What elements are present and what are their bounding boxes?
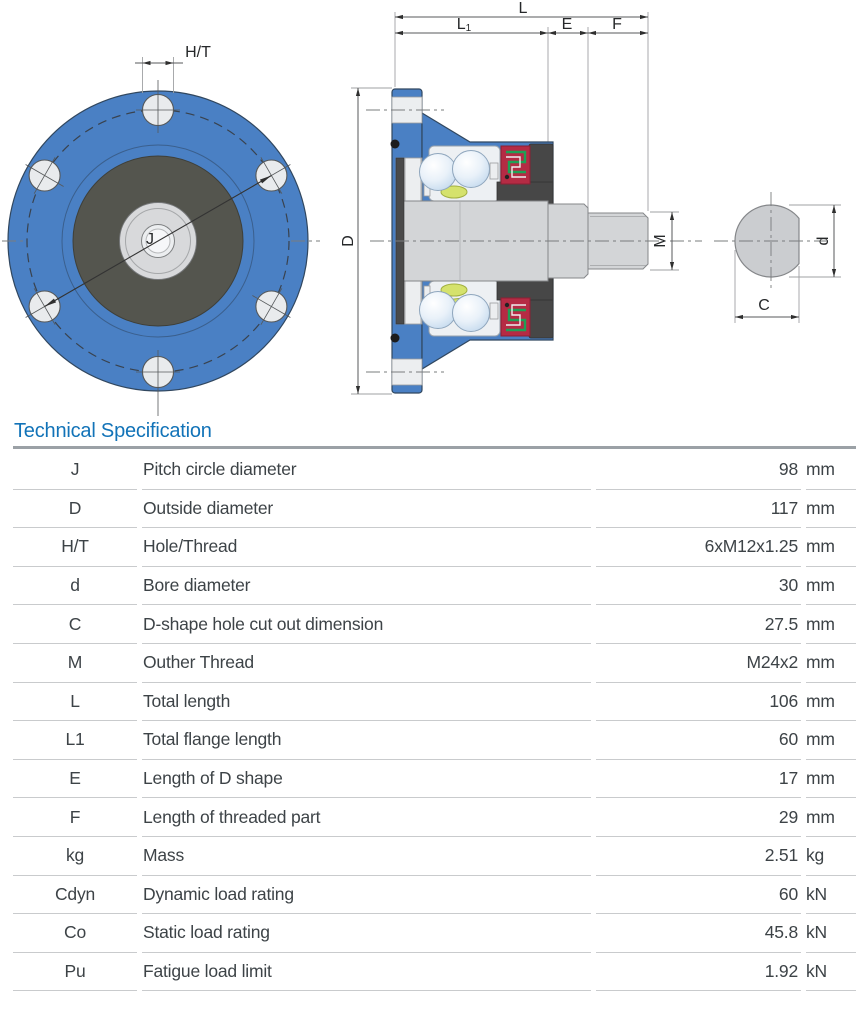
label-c: C [758,297,770,314]
technical-specification [13,419,856,991]
row-description: Static load rating [142,914,591,953]
table-row [13,490,856,529]
row-symbol: M [13,644,137,683]
table-row [13,760,856,799]
row-unit: mm [806,760,856,799]
d-shape-end-view [714,192,841,323]
row-description: Mass [142,837,591,876]
table-row [13,451,856,490]
table-row [13,721,856,760]
row-unit: kN [806,953,856,992]
row-unit: mm [806,721,856,760]
label-d-bore: d [815,236,832,246]
label-j: J [146,231,154,248]
table-row [13,605,856,644]
row-value: 98 [596,451,801,490]
o-ring-top [391,140,400,149]
row-unit: mm [806,605,856,644]
row-value: 60 [596,721,801,760]
row-description: Total length [142,683,591,722]
table-row [13,528,856,567]
row-symbol: F [13,798,137,837]
row-description: Pitch circle diameter [142,451,591,490]
row-description: Fatigue load limit [142,953,591,992]
row-description: Length of threaded part [142,798,591,837]
table-row [13,914,856,953]
seal-top [501,146,530,184]
row-unit: kN [806,914,856,953]
row-value: 6xM12x1.25 [596,528,801,567]
spec-table [13,451,856,991]
row-unit: kg [806,837,856,876]
table-row [13,567,856,606]
row-symbol: C [13,605,137,644]
title-divider [13,446,856,449]
label-f: F [612,16,622,33]
row-value: 30 [596,567,801,606]
row-symbol: d [13,567,137,606]
row-description: Outher Thread [142,644,591,683]
hub-bearing-technical-drawing [0,0,856,418]
table-row [13,837,856,876]
row-unit: mm [806,451,856,490]
row-symbol: Co [13,914,137,953]
row-symbol: H/T [13,528,137,567]
row-unit: kN [806,876,856,915]
row-description: Dynamic load rating [142,876,591,915]
front-view [2,44,320,416]
row-unit: mm [806,683,856,722]
raceway-bit [490,303,498,319]
row-symbol: L [13,683,137,722]
label-l1: L1 [456,16,472,34]
row-symbol: L1 [13,721,137,760]
label-d-outside: D [340,235,357,247]
label-ht: H/T [185,44,211,61]
row-description: Total flange length [142,721,591,760]
row-description: Length of D shape [142,760,591,799]
row-value: 117 [596,490,801,529]
row-description: Bore diameter [142,567,591,606]
row-unit: mm [806,567,856,606]
row-value: 2.51 [596,837,801,876]
section-title: Technical Specification [14,420,212,442]
label-e: E [561,16,573,33]
row-value: 29 [596,798,801,837]
label-m: M [652,234,669,248]
table-row [13,953,856,992]
section-view [340,0,702,394]
row-description: D-shape hole cut out dimension [142,605,591,644]
row-unit: mm [806,490,856,529]
row-value: 106 [596,683,801,722]
row-value: 17 [596,760,801,799]
row-symbol: Cdyn [13,876,137,915]
row-symbol: D [13,490,137,529]
table-row [13,798,856,837]
dimension-l [395,0,648,19]
table-row [13,876,856,915]
row-unit: mm [806,798,856,837]
row-symbol: J [13,451,137,490]
dimension-ht [135,44,211,93]
row-symbol: E [13,760,137,799]
row-unit: mm [806,528,856,567]
row-value: 27.5 [596,605,801,644]
row-unit: mm [806,644,856,683]
dimension-d-outside [340,88,392,394]
label-l: L [518,0,528,17]
o-ring-bottom [391,334,400,343]
raceway-bit [490,163,498,179]
row-symbol: kg [13,837,137,876]
row-value: 1.92 [596,953,801,992]
table-row [13,683,856,722]
row-value: 60 [596,876,801,915]
table-row [13,644,856,683]
seal-bottom [501,298,530,336]
row-description: Outside diameter [142,490,591,529]
row-value: 45.8 [596,914,801,953]
row-value: M24x2 [596,644,801,683]
row-symbol: Pu [13,953,137,992]
dimension-l1-e-f [395,16,648,35]
row-description: Hole/Thread [142,528,591,567]
